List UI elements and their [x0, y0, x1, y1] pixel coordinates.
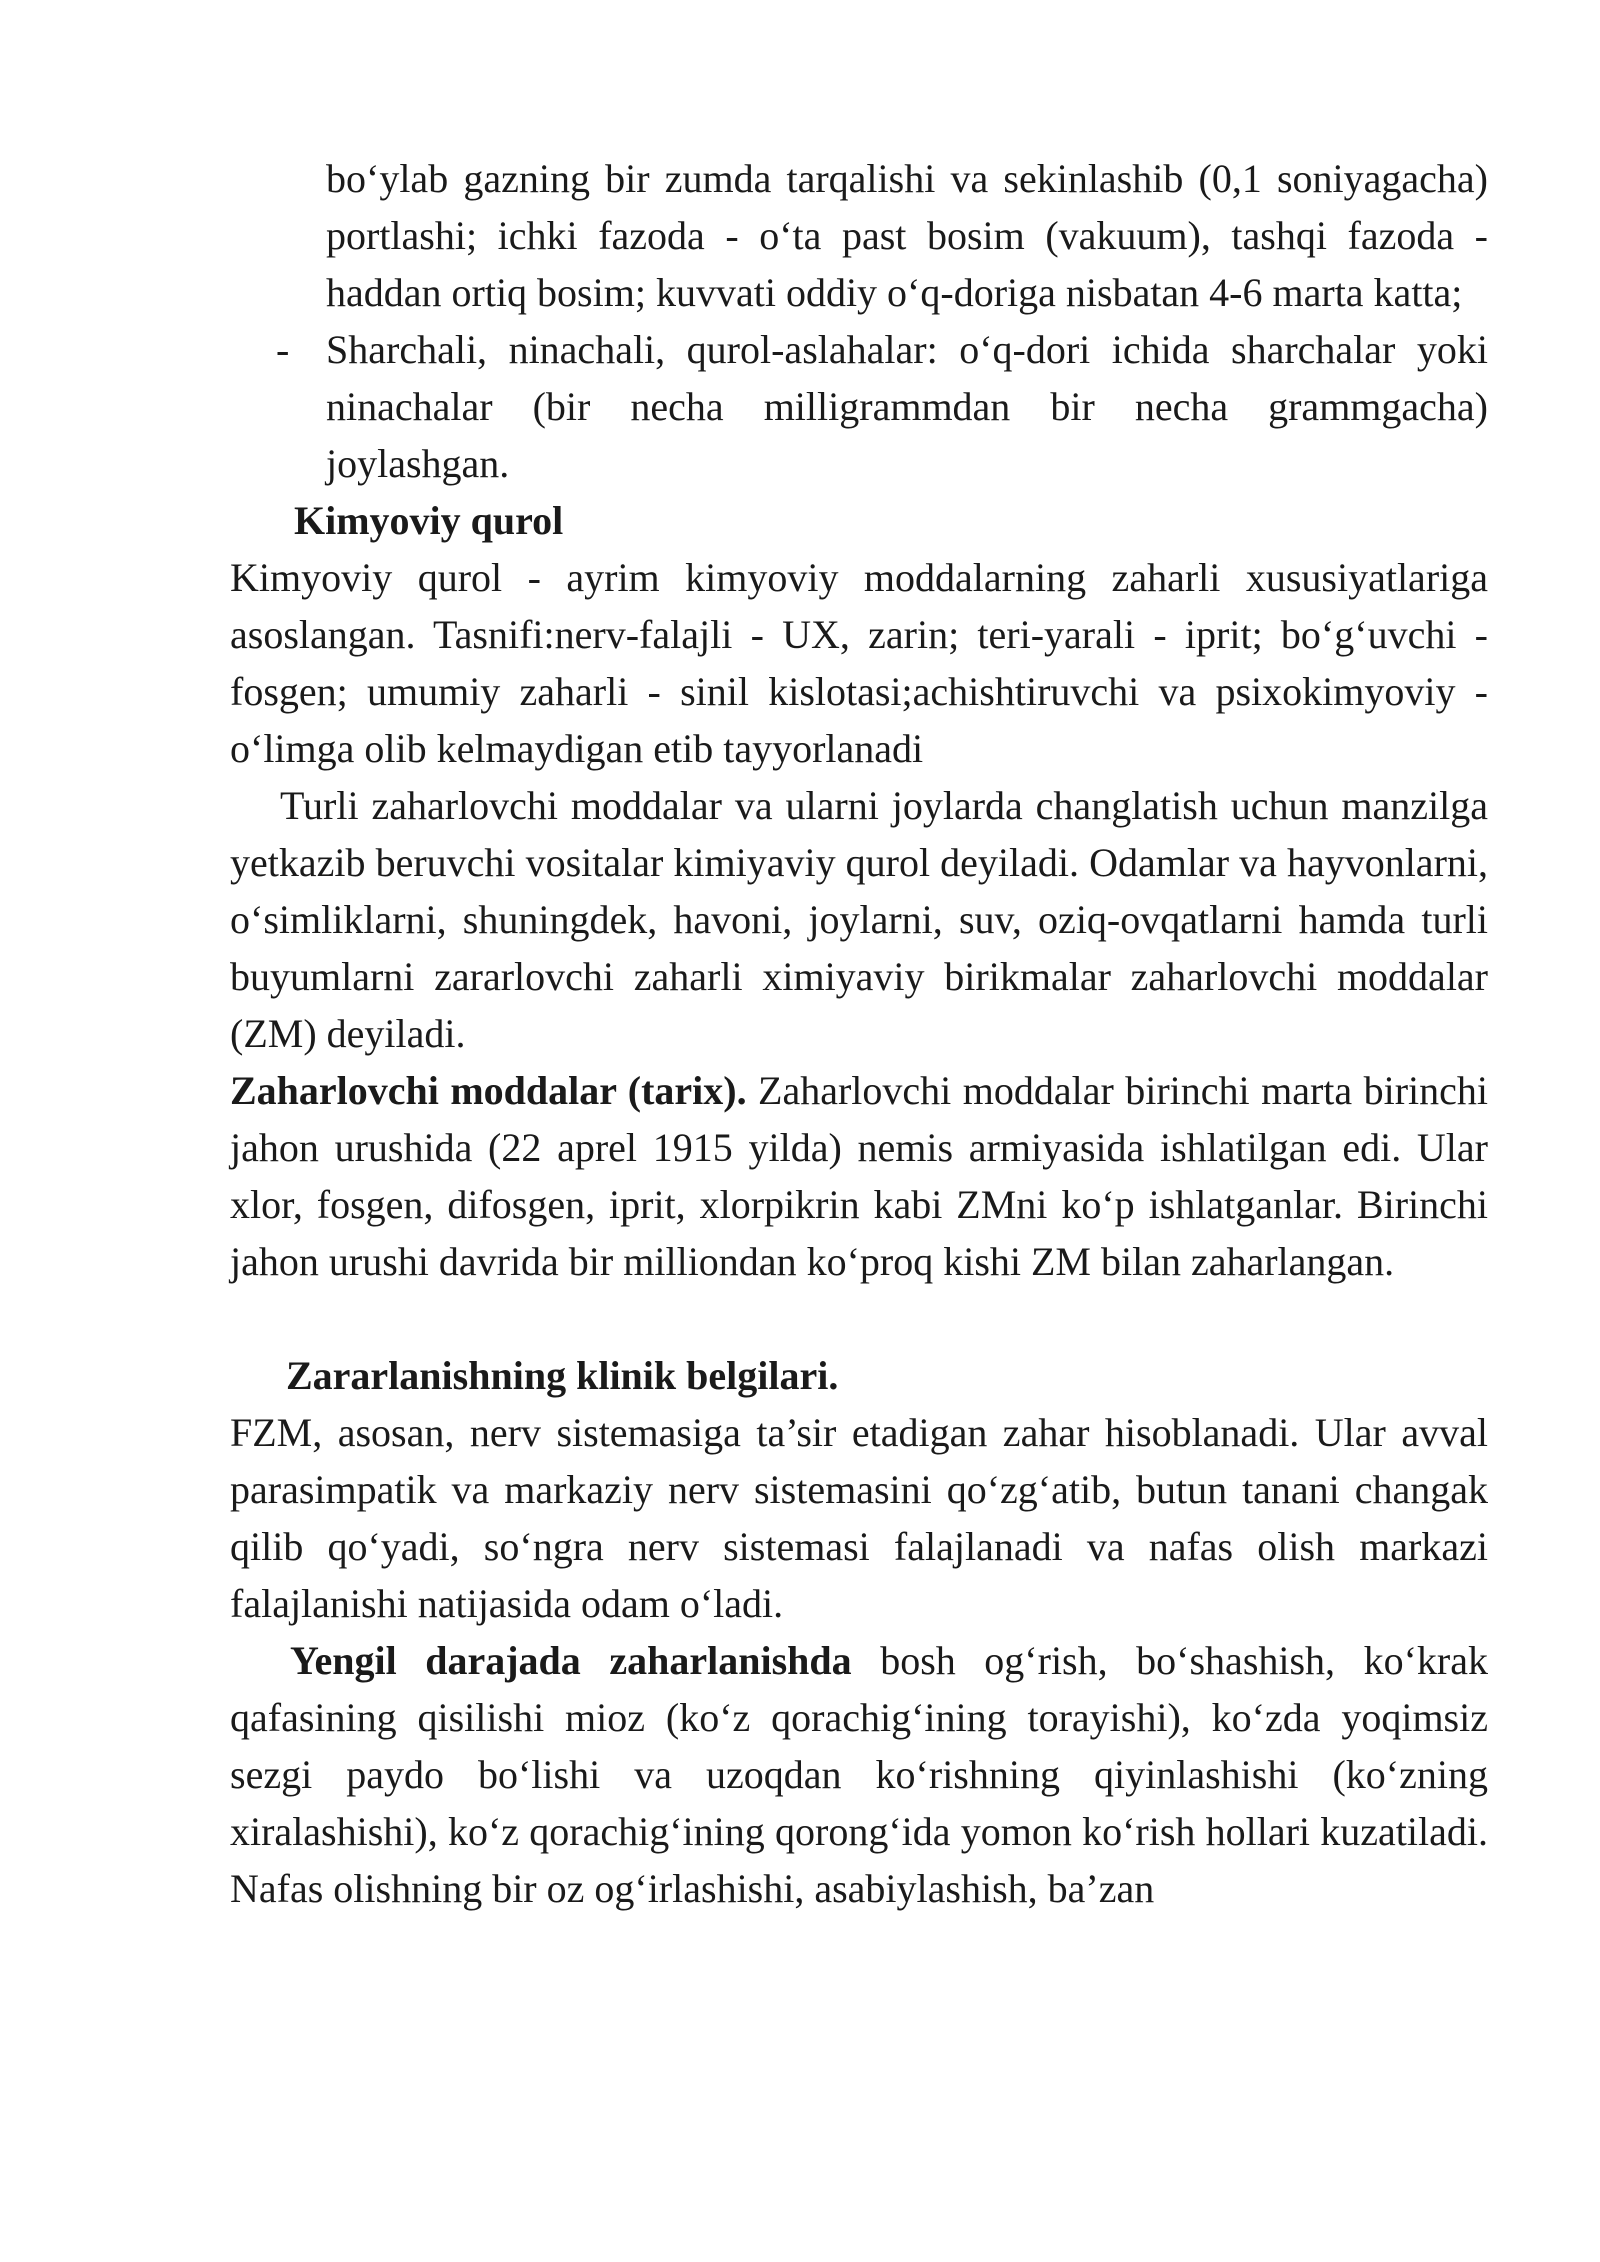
- bullet-item: [276, 321, 1488, 492]
- yengil-text: bosh og‘rish, bo‘shashish, ko‘krak qafasining qisilishi mioz (ko‘z qorachig‘ining torayishi), ko‘zda yoqimsiz sezgi paydo bo‘lishi va uzoqdan ko‘rishning qiyinlashishi (ko‘zning xiralashishi), ko‘z qorachig‘ining qorong‘ida yomon ko‘rish hollari kuzatiladi. Nafas olishning bir oz og‘irlashishi, asabiylashish, ba’zan: [230, 1638, 1489, 1911]
- yengil-lead: Yengil darajada zaharlanishda: [290, 1638, 852, 1683]
- zaharlovchi-lead: Zaharlovchi moddalar (tarix).: [230, 1068, 747, 1113]
- paragraph-kimyoviy: Kimyoviy qurol - ayrim kimyoviy moddalarning zaharli xususiyatlariga asoslangan. Tasnifi:nerv-falajli - UX, zarin; teri-yarali - iprit; bo‘g‘uvchi -fosgen; umumiy zaharli - sinil kislotasi;achishtiruvchi va psixokimyoviy -o‘limga olib kelmaydigan etib tayyorlanadi: [230, 555, 1488, 771]
- blank-line: [230, 1290, 1488, 1347]
- paragraph-zaharlovchi: [230, 1062, 1488, 1290]
- zaharlovchi-text: Zaharlovchi moddalar birinchi marta birinchi jahon urushida (22 aprel 1915 yilda) nemis armiyasida ishlatilgan edi. Ular xlor, fosgen, difosgen, iprit, xlorpikrin kabi ZMni ko‘p ishlatganlar. Birinchi jahon urushi davrida bir milliondan ko‘proq kishi ZM bilan zaharlangan.: [230, 1068, 1488, 1284]
- paragraph-fzm: FZM, asosan, nerv sistemasiga ta’sir etadigan zahar hisoblanadi. Ular avval parasimpatik va markaziy nerv sistemasini qo‘zg‘atib, butun tanani changak qilib qo‘yadi, so‘ngra nerv sistemasi falajlanadi va nafas olish markazi falajlanishi natijasida odam o‘ladi.: [230, 1410, 1488, 1626]
- bullet-text: Sharchali, ninachali, qurol-aslahalar: o‘q-dori ichida sharchalar yoki ninachalar (bir necha milligrammdan bir necha grammgacha) joylashgan.: [326, 327, 1488, 486]
- heading-kimyoviy-qurol: Kimyoviy qurol: [294, 498, 564, 543]
- bullet-dash: -: [276, 327, 290, 372]
- paragraph-turli: Turli zaharlovchi moddalar va ularni joylarda changlatish uchun manzilga yetkazib beruvchi vositalar kimiyaviy qurol deyiladi. Odamlar va hayvonlarni, o‘simliklarni, shuningdek, havoni, joylarni, suv, oziq-ovqatlarni hamda turli buyumlarni zararlovchi zaharli ximiyaviy birikmalar zaharlovchi moddalar (ZM) deyiladi.: [230, 783, 1488, 1056]
- heading-klinik-belgilari: Zararlanishning klinik belgilari.: [286, 1353, 839, 1398]
- document-page: [230, 150, 1488, 1917]
- continued-paragraph: bo‘ylab gazning bir zumda tarqalishi va sekinlashib (0,1 soniyagacha) portlashi; ichki fazoda - o‘ta past bosim (vakuum), tashqi fazoda - haddan ortiq bosim; kuvvati oddiy o‘q-doriga nisbatan 4-6 marta katta;: [326, 156, 1488, 315]
- paragraph-yengil: [230, 1632, 1488, 1917]
